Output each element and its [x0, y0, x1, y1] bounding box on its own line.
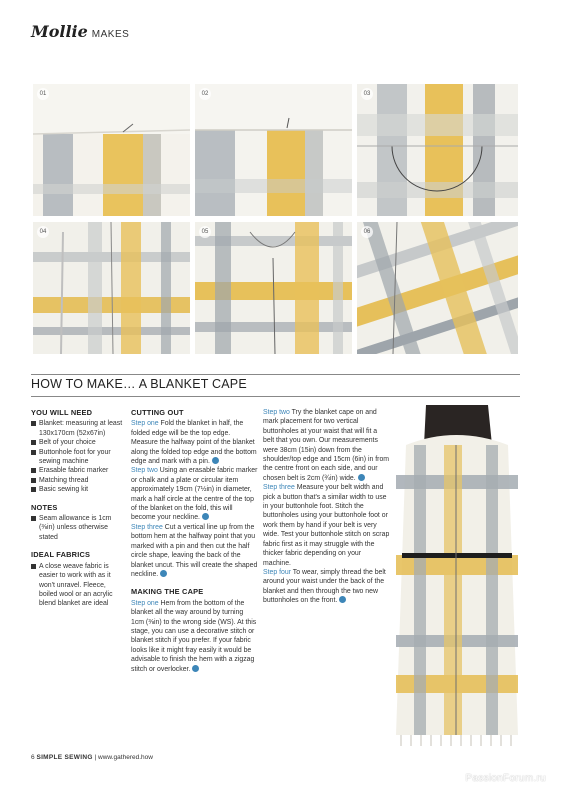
magazine-header — [31, 22, 129, 41]
brand-logo-makes: MAKES — [91, 29, 130, 40]
page-number: 6 — [31, 754, 35, 761]
magazine-name: SIMPLE SEWING — [36, 754, 93, 761]
article-title: HOW TO MAKE… A BLANKET CAPE — [31, 377, 247, 391]
step-ref-icon — [160, 570, 167, 577]
title-rule-bottom — [31, 396, 520, 397]
step-ref-icon — [358, 474, 365, 481]
step-photo-04 — [33, 222, 190, 354]
cutting-out-heading: CUTTING OUT — [131, 408, 184, 417]
brand-logo-script: Mollie — [31, 22, 88, 41]
list-item: Blanket: measuring at least 130x170cm (52x67in) — [31, 419, 123, 438]
sidebar-column — [31, 408, 123, 609]
step-photo-01 — [33, 84, 190, 216]
making-step-four: Step four To wear, simply thread the belt around your waist under the back of the blanket and then through the two new buttonholes on the front. — [263, 568, 386, 605]
making-step-three: Step three Measure your belt width and pick a button that's a similar width to use in your buttonhole foot. Stitch the buttonholes using your buttonhole foot or work them by hand if your belt is very wide. Test your buttonhole stitch on scrap fabric first as it may struggle with the thicker fabric depending on your machine. — [263, 484, 390, 567]
ideal-fabrics-heading: IDEAL FABRICS — [31, 550, 91, 560]
instructions-column-1 — [131, 408, 258, 674]
photo-number-badge: 05 — [199, 226, 211, 238]
making-step-one: Step one Hem from the bottom of the blanket all the way around by turning 1cm (⅜in) to the wrong side (WS). At this stage, you can use a decorative stitch or blanket stitch if you prefer. If your fabric looks like it might fray easily it would be advisable to finish the hem with a zigzag stitch or overlocker. — [131, 599, 257, 673]
photo-number-badge: 06 — [361, 226, 373, 238]
making-step-two: Step two Try the blanket cape on and mark placement for two vertical buttonholes at your waist that will fit a belt that you own. Our measurements were 38cm (15in) down from the shoulder/top edge and 15cm (6in) in from the centre front on each side, and our chosen belt is 2cm (¾in) wide. — [263, 409, 390, 482]
list-item: Erasable fabric marker — [31, 466, 123, 475]
photo-number-badge: 01 — [37, 88, 49, 100]
step-ref-icon — [212, 457, 219, 464]
list-item: A close weave fabric is easier to work with as it won't unravel. Fleece, boiled wool or an acrylic blend blanket are ideal — [31, 562, 123, 609]
photo-number-badge: 04 — [37, 226, 49, 238]
list-item: Seam allowance is 1cm (⅜in) unless otherwise stated — [31, 514, 123, 542]
step-ref-icon — [339, 596, 346, 603]
cutting-step-two: Step two Using an erasable fabric marker or chalk and a plate or circular item approximately 19cm (7½in) in diameter, mark a half circle at the centre of the top of the blanket on the fold, this will become your neckline. — [131, 467, 258, 522]
list-item: Basic sewing kit — [31, 485, 123, 494]
you-will-need-heading: YOU WILL NEED — [31, 408, 93, 417]
making-the-cape-heading: MAKING THE CAPE — [131, 587, 204, 597]
list-item: Buttonhole foot for your sewing machine — [31, 448, 123, 467]
step-ref-icon — [192, 665, 199, 672]
photo-number-badge: 02 — [199, 88, 211, 100]
step-photo-03 — [357, 84, 518, 216]
model-wearing-cape-photo — [396, 405, 518, 746]
step-photo-05 — [195, 222, 352, 354]
notes-heading: NOTES — [31, 502, 58, 512]
instructions-column-2 — [263, 408, 390, 606]
page-footer — [31, 754, 153, 761]
footer-url: www.gathered.how — [98, 754, 153, 761]
cutting-step-three: Step three Cut a vertical line up from the bottom hem at the halfway point that you marked with a pin and then cut the half circle shape, leaving the back of the blanket uncut. This will create the shaped neckline. — [131, 523, 258, 578]
title-rule-top — [31, 374, 520, 375]
step-ref-icon — [202, 513, 209, 520]
step-photo-02 — [195, 84, 352, 216]
footer-separator: | — [94, 754, 97, 761]
photo-number-badge: 03 — [361, 88, 373, 100]
list-item: Matching thread — [31, 476, 123, 485]
step-photo-06 — [357, 222, 518, 354]
cutting-step-one: Step one Fold the blanket in half, the folded edge will be the top edge. Measure the halfway point of the blanket along the folded top edge and the bottom edge and mark with a pin. — [131, 420, 257, 466]
list-item: Belt of your choice — [31, 438, 123, 447]
watermark-text: PassionForum.ru — [465, 773, 546, 784]
